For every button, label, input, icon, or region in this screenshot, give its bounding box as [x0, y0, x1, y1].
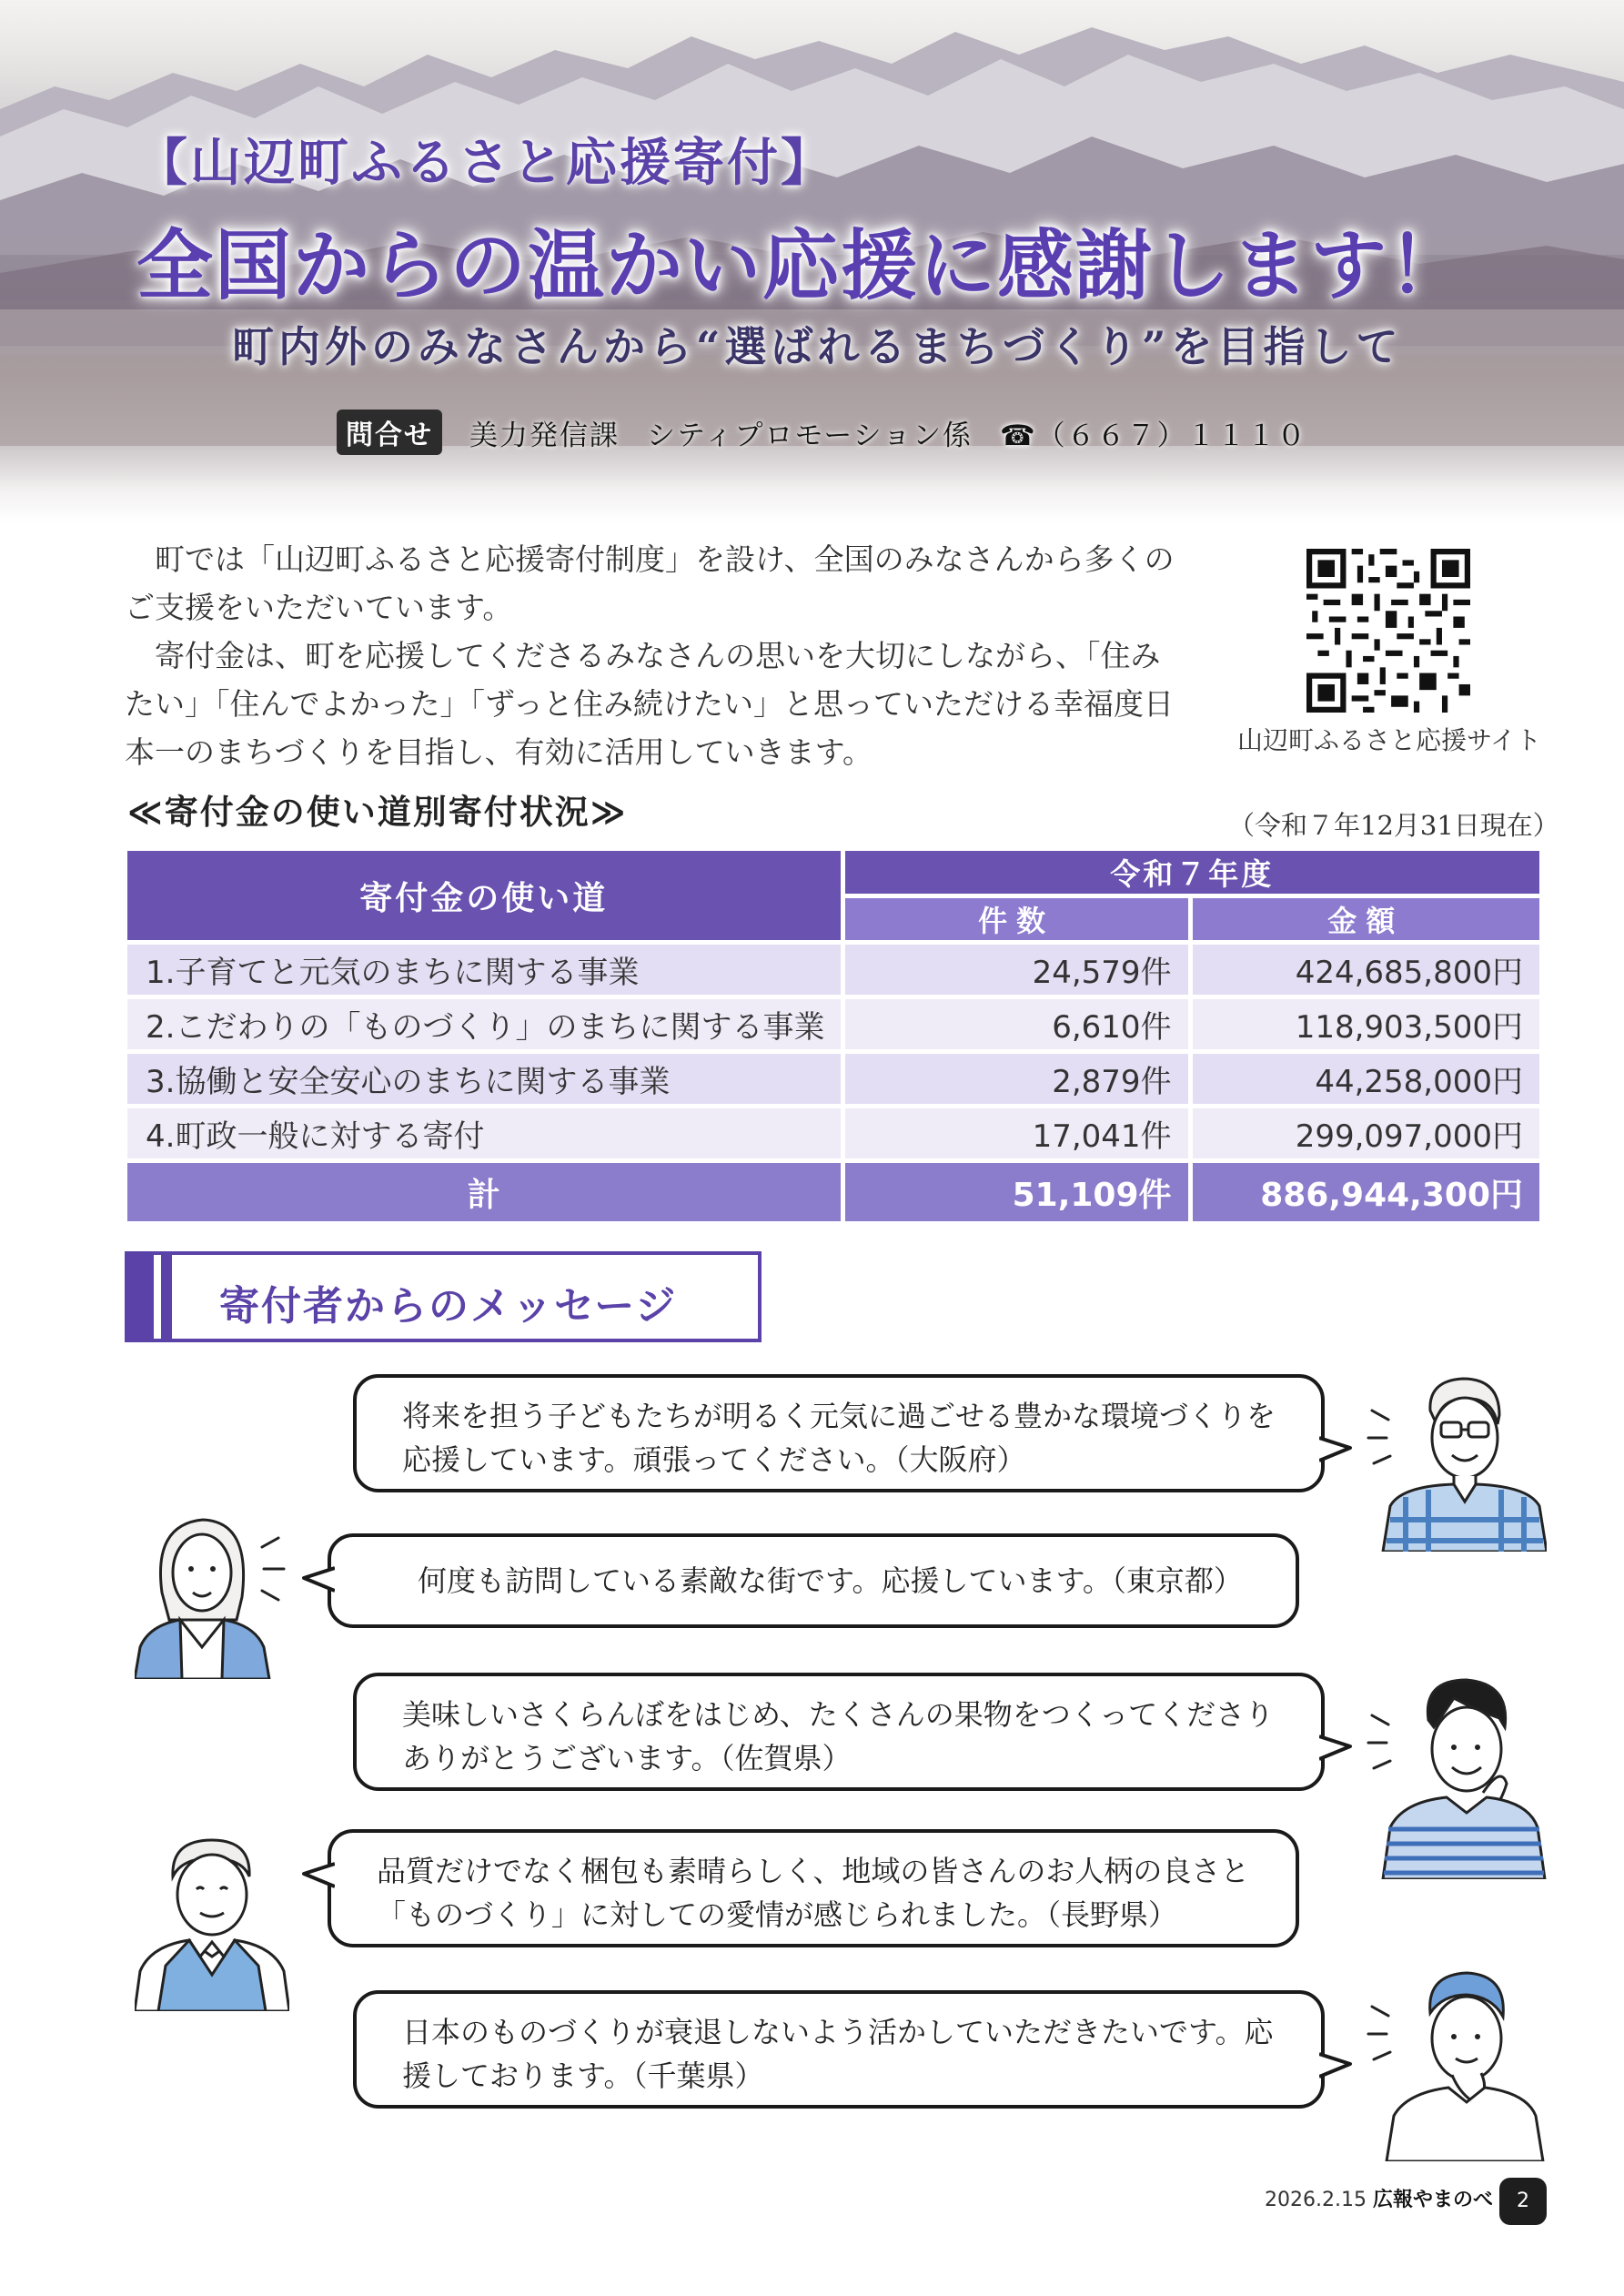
- intro-text: [125, 535, 1180, 776]
- message-bubble: [353, 1374, 1325, 1492]
- donor-woman-illustration: [135, 1511, 298, 1679]
- row-count: 2,879件: [845, 1054, 1188, 1104]
- table-row: [127, 999, 1539, 1049]
- hero-kicker: 【山辺町ふるさと応援寄付】: [136, 133, 834, 193]
- message-text: 美味しいさくらんぼをはじめ、たくさんの果物をつくってくださり: [402, 1697, 1275, 1732]
- message-text: 援しております。（千葉県）: [402, 2058, 764, 2093]
- message-text: 応援しています。頑張ってください。（大阪府）: [402, 1442, 1026, 1477]
- row-count: 6,610件: [845, 999, 1188, 1049]
- hero-banner: [0, 0, 1624, 523]
- row-label: 4.町政一般に対する寄付: [127, 1108, 841, 1158]
- table-total-row: [127, 1163, 1539, 1221]
- row-count: 24,579件: [845, 945, 1188, 995]
- page-number: 2: [1499, 2178, 1547, 2225]
- donor-elderly-man-illustration: [135, 1829, 289, 2011]
- column-header-use: 寄付金の使い道: [127, 851, 841, 940]
- total-amount: 886,944,300円: [1193, 1163, 1539, 1221]
- message-text: 「ものづくり」に対しての愛情が感じられました。（長野県）: [377, 1897, 1178, 1932]
- message-bubble: [353, 1673, 1325, 1791]
- row-label: 2.こだわりの「ものづくり」のまちに関する事業: [127, 999, 841, 1049]
- message-text: 将来を担う子どもたちが明るく元気に過ごせる豊かな環境づくりを: [402, 1399, 1276, 1433]
- as-of-date: （令和７年12月31日現在）: [1228, 810, 1559, 841]
- footer-info: [1265, 2184, 1493, 2212]
- row-amount: 299,097,000円: [1193, 1108, 1539, 1158]
- table-row: [127, 1108, 1539, 1158]
- donor-man-glasses-illustration: [1365, 1370, 1547, 1552]
- message-bubble: [328, 1829, 1299, 1947]
- heading-accent-bar: [128, 1255, 154, 1339]
- row-amount: 424,685,800円: [1193, 945, 1539, 995]
- messages-heading-box: [125, 1251, 762, 1342]
- total-count: 51,109件: [845, 1163, 1188, 1221]
- qr-code-icon[interactable]: [1306, 549, 1470, 713]
- message-bubble: [328, 1533, 1299, 1628]
- row-count: 17,041件: [845, 1108, 1188, 1158]
- heading-accent-bar: [161, 1255, 172, 1339]
- message-text: 日本のものづくりが衰退しないよう活かしていただきたいです。応: [402, 2015, 1274, 2049]
- footer-publication: 広報やまのべ: [1372, 2189, 1493, 2211]
- bubble-tail: [1319, 1433, 1356, 1470]
- message-text: 品質だけでなく梱包も素晴らしく、地域の皆さんのお人柄の良さと: [377, 1854, 1250, 1888]
- contact-tag: 問合せ: [337, 410, 442, 455]
- table-row: [127, 1054, 1539, 1104]
- row-label: 1.子育てと元気のまちに関する事業: [127, 945, 841, 995]
- column-header-count: 件数: [845, 898, 1188, 940]
- bubble-tail: [1319, 1732, 1356, 1768]
- contact-section: シティプロモーション係: [647, 419, 973, 452]
- message-text: 何度も訪問している素敵な街です。応援しています。（東京都）: [418, 1563, 1243, 1598]
- row-amount: 118,903,500円: [1193, 999, 1539, 1049]
- contact-phone: ☎（６６７）１１１０: [1000, 419, 1307, 452]
- contact-info: [337, 411, 1307, 453]
- bubble-tail: [1319, 2049, 1356, 2086]
- donation-table: [123, 846, 1544, 1226]
- messages-heading: 寄付者からのメッセージ: [219, 1283, 678, 1330]
- intro-paragraph-2: 寄付金は、町を応援してくださるみなさんの思いを大切にしながら、「住みたい」「住んでよかった」「ずっと住み続けたい」と思っていただける幸福度日本一のまちづくりを目指し、有効に活用していきます。: [125, 638, 1175, 770]
- page-title: 全国からの温かい応援に感謝します！: [136, 220, 1468, 310]
- message-text: ありがとうございます。（佐賀県）: [402, 1741, 852, 1775]
- column-header-year: 令和７年度: [845, 851, 1539, 894]
- message-bubble: [353, 1990, 1325, 2109]
- total-label: 計: [127, 1163, 841, 1221]
- qr-caption: 山辺町ふるさと応援サイト: [1237, 725, 1542, 755]
- table-section-title: ≪寄付金の使い道別寄付状況≫: [127, 793, 628, 832]
- footer-date: 2026.2.15: [1265, 2189, 1367, 2211]
- row-label: 3.協働と安全安心のまちに関する事業: [127, 1054, 841, 1104]
- row-amount: 44,258,000円: [1193, 1054, 1539, 1104]
- donor-man-striped-shirt-illustration: [1365, 1674, 1547, 1879]
- bubble-tail: [298, 1563, 335, 1600]
- donor-man-thinking-illustration: [1365, 1966, 1547, 2161]
- contact-dept: 美力発信課: [469, 419, 620, 452]
- table-row: [127, 945, 1539, 995]
- bubble-tail: [298, 1859, 335, 1896]
- intro-paragraph-1: 町では「山辺町ふるさと応援寄付制度」を設け、全国のみなさんから多くのご支援をいただいています。: [125, 541, 1175, 625]
- column-header-amount: 金額: [1193, 898, 1539, 940]
- page-subtitle: 町内外のみなさんから“選ばれるまちづくり”を目指して: [232, 322, 1403, 371]
